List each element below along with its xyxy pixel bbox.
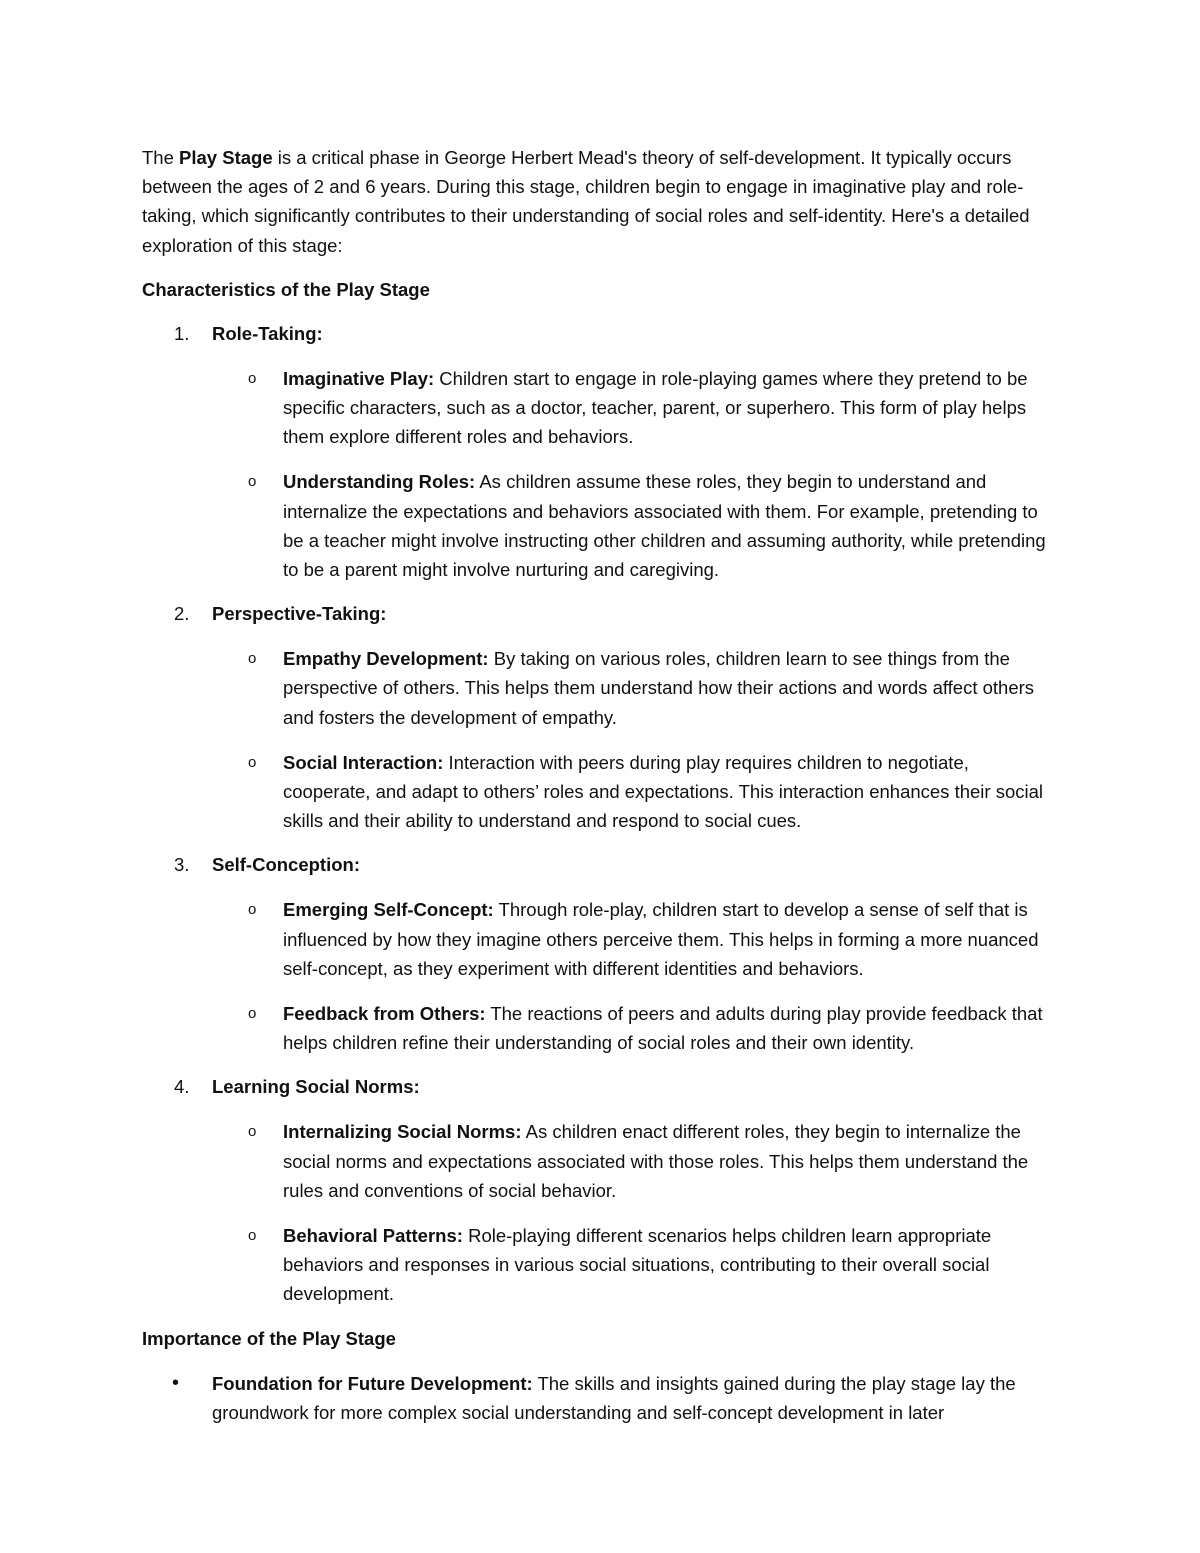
bullet-item bbox=[142, 1369, 1050, 1427]
sub-item-term: Empathy Development: bbox=[283, 648, 489, 670]
sub-item bbox=[142, 1117, 1050, 1205]
item-number: 2. bbox=[174, 603, 190, 625]
sub-item-text: By taking on various roles, children learn to see things from the perspective of others. This helps them understand how their actions and words affect others and fosters the development of empathy. bbox=[283, 648, 1035, 728]
numbered-item bbox=[142, 851, 1050, 879]
sub-item-term: Emerging Self-Concept: bbox=[283, 899, 494, 921]
sub-item-text: As children assume these roles, they begin to understand and internalize the expectations and behaviors associated with them. For example, pretending to be a teacher might involve instructing other children and assuming authority, while pretending to be a parent might involve nurturing and caregiving. bbox=[283, 471, 1046, 581]
sub-item bbox=[142, 748, 1050, 836]
sub-item bbox=[142, 467, 1050, 584]
sub-item bbox=[142, 364, 1050, 452]
item-title: Learning Social Norms: bbox=[212, 1076, 420, 1098]
sub-item-text: The reactions of peers and adults during play provide feedback that helps children refine their understanding of social roles and their own identity. bbox=[283, 1003, 1043, 1054]
circle-bullet-icon: o bbox=[248, 901, 257, 919]
numbered-item bbox=[142, 1073, 1050, 1101]
numbered-item bbox=[142, 600, 1050, 628]
circle-bullet-icon: o bbox=[248, 650, 257, 668]
circle-bullet-icon: o bbox=[248, 1005, 257, 1023]
sub-item-text: Interaction with peers during play requires children to negotiate, cooperate, and adapt to others’ roles and expectations. This interaction enhances their social skills and their ability to understand and respond to social cues. bbox=[283, 751, 1043, 832]
sub-item-term: Social Interaction: bbox=[283, 751, 444, 773]
circle-bullet-icon: o bbox=[248, 753, 257, 771]
item-title: Self-Conception: bbox=[212, 854, 360, 876]
circle-bullet-icon: o bbox=[248, 473, 257, 491]
intro-bold-term: Play Stage bbox=[179, 147, 273, 168]
sub-item-term: Internalizing Social Norms: bbox=[283, 1121, 522, 1143]
circle-bullet-icon: o bbox=[248, 1227, 257, 1245]
item-number: 4. bbox=[174, 1076, 190, 1098]
bullet-item-term: Foundation for Future Development: bbox=[212, 1372, 533, 1394]
bullet-dot-icon: • bbox=[172, 1371, 180, 1394]
circle-bullet-icon: o bbox=[248, 1123, 257, 1141]
sub-item-term: Understanding Roles: bbox=[283, 471, 476, 493]
item-number: 3. bbox=[174, 854, 190, 876]
sub-item-term: Behavioral Patterns: bbox=[283, 1225, 463, 1247]
item-title: Perspective-Taking: bbox=[212, 603, 387, 625]
numbered-item bbox=[142, 320, 1050, 348]
sub-item bbox=[142, 1221, 1050, 1309]
item-title: Role-Taking: bbox=[212, 322, 323, 344]
sub-item bbox=[142, 895, 1050, 983]
item-number: 1. bbox=[174, 322, 190, 344]
section-heading-characteristics: Characteristics of the Play Stage bbox=[142, 278, 430, 300]
sub-item-text: As children enact different roles, they begin to internalize the social norms and expectations associated with those roles. This helps them understand the rules and conventions of social behavior. bbox=[283, 1121, 1029, 1201]
sub-item-text: Through role-play, children start to develop a sense of self that is influenced by how they imagine others perceive them. This helps in forming a more nuanced self-concept, as they experiment with different identities and behaviors. bbox=[283, 899, 1039, 979]
sub-item-text: Role-playing different scenarios helps children learn appropriate behaviors and responses in various social situations, contributing to their overall social development. bbox=[283, 1225, 992, 1305]
sub-item bbox=[142, 644, 1050, 732]
intro-post: is a critical phase in George Herbert Mead's theory of self-development. It typically occurs between the ages of 2 and 6 years. During this stage, children begin to engage in imaginative play and role-taking, which significantly contributes to their understanding of social roles and self-identity. Here's a detailed exploration of this stage: bbox=[142, 147, 1030, 256]
circle-bullet-icon: o bbox=[248, 369, 257, 387]
intro-paragraph bbox=[142, 143, 1050, 260]
sub-item-text: Children start to engage in role-playing games where they pretend to be specific characters, such as a doctor, teacher, parent, or superhero. This form of play helps them explore different roles and behaviors. bbox=[283, 367, 1028, 448]
sub-item bbox=[142, 999, 1050, 1057]
section-heading-importance: Importance of the Play Stage bbox=[142, 1327, 396, 1349]
sub-item-term: Imaginative Play: bbox=[283, 367, 435, 389]
sub-item-term: Feedback from Others: bbox=[283, 1003, 486, 1025]
bullet-item-text: The skills and insights gained during the play stage lay the groundwork for more complex social understanding and self-concept development in later bbox=[212, 1372, 1016, 1423]
intro-pre: The bbox=[142, 147, 180, 168]
